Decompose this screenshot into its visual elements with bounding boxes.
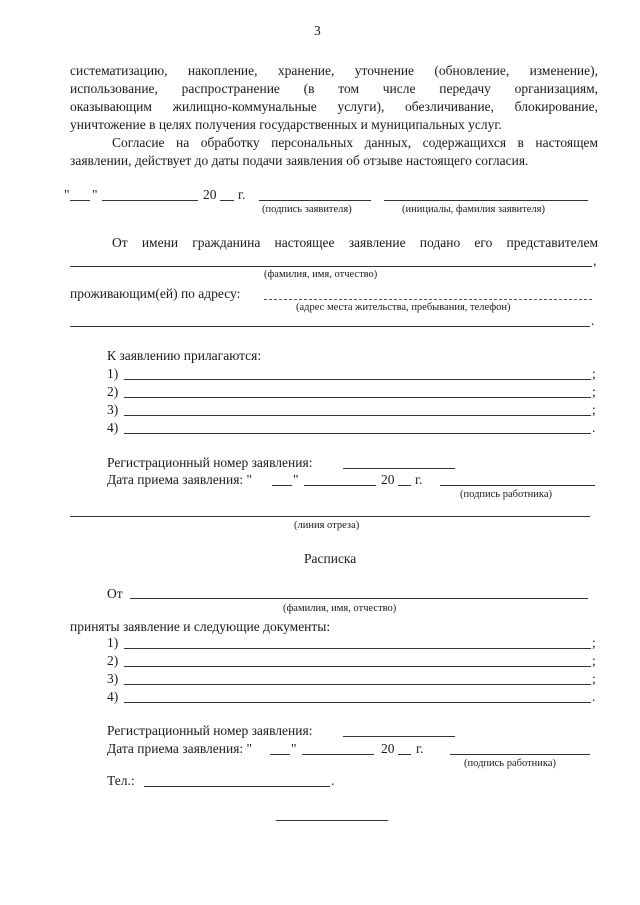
consent-line-3: оказывающим жилищно-коммунальные услуги), обезличивание, блокирование, (70, 99, 598, 114)
receipt-date-label: Дата приема заявления: " (107, 741, 253, 756)
consent-line-2: использование, распространение (в том числе передачу организациям, (70, 81, 598, 96)
receipt-year-suffix: г. (416, 741, 424, 756)
receipt-item-end-1: ; (592, 635, 596, 650)
receipt-item-field-2[interactable] (124, 666, 591, 667)
year-prefix: 20 (203, 187, 217, 202)
receipt-item-end-4: . (592, 689, 596, 704)
year-blank[interactable] (220, 200, 234, 201)
registration-year-suffix: г. (415, 472, 423, 487)
attachments-heading: К заявлению прилагаются: (107, 348, 262, 363)
address-label: проживающим(ей) по адресу: (70, 286, 241, 301)
registration-number-label: Регистрационный номер заявления: (107, 455, 313, 470)
representative-fio-field[interactable] (70, 266, 592, 267)
attachment-item-label-4: 4) (107, 420, 119, 435)
consent-line-1: систематизацию, накопление, хранение, уточнение (обновление, изменение), (70, 63, 598, 78)
attachment-item-label-2: 2) (107, 384, 119, 399)
attachment-item-end-4: . (592, 420, 596, 435)
registration-number-field[interactable] (343, 468, 455, 469)
receipt-item-end-3: ; (592, 671, 596, 686)
receipt-item-field-4[interactable] (124, 702, 591, 703)
closing-separator (276, 820, 388, 821)
representative-comma: , (593, 253, 597, 268)
caption-applicant-signature: (подпись заявителя) (262, 204, 352, 215)
caption-receipt-worker: (подпись работника) (464, 758, 557, 769)
applicant-name-field[interactable] (384, 200, 588, 201)
caption-address: (адрес места жительства, пребывания, телефон) (296, 302, 511, 313)
attachment-item-field-4[interactable] (124, 433, 591, 434)
receipt-day-blank[interactable] (270, 754, 290, 755)
registration-year-prefix: 20 (381, 472, 395, 487)
attachment-item-label-1: 1) (107, 366, 119, 381)
date-month-blank[interactable] (102, 200, 198, 201)
attachment-item-end-2: ; (592, 384, 596, 399)
representative-text: От имени гражданина настоящее заявление подано его представителем (112, 235, 598, 250)
attachment-item-field-3[interactable] (124, 415, 591, 416)
date-day-blank[interactable] (70, 200, 90, 201)
cut-line-caption: (линия отреза) (294, 520, 360, 531)
receipt-from-field[interactable] (130, 598, 588, 599)
attachment-item-end-1: ; (592, 366, 596, 381)
receipt-item-label-2: 2) (107, 653, 119, 668)
applicant-signature-field[interactable] (259, 200, 371, 201)
worker-signature-field[interactable] (440, 485, 595, 486)
date-quote-open: " (64, 187, 70, 202)
address-field[interactable] (264, 299, 592, 300)
receipt-item-field-3[interactable] (124, 684, 591, 685)
caption-worker-signature: (подпись работника) (460, 489, 553, 500)
page-number: 3 (314, 23, 321, 38)
receipt-item-label-4: 4) (107, 689, 119, 704)
address-dot: . (591, 313, 595, 328)
cut-line (70, 516, 590, 517)
receipt-year-prefix: 20 (381, 741, 395, 756)
attachment-item-label-3: 3) (107, 402, 119, 417)
receipt-item-field-1[interactable] (124, 648, 591, 649)
receipt-phone-label: Тел.: (107, 773, 135, 788)
receipt-number-label: Регистрационный номер заявления: (107, 723, 313, 738)
registration-month-blank[interactable] (304, 485, 376, 486)
attachment-item-end-3: ; (592, 402, 596, 417)
date-quote-close: " (92, 187, 98, 202)
year-suffix: г. (238, 187, 246, 202)
attachment-item-field-2[interactable] (124, 397, 591, 398)
receipt-month-blank[interactable] (302, 754, 374, 755)
receipt-date-mid: " (291, 741, 297, 756)
caption-receipt-fio: (фамилия, имя, отчество) (283, 603, 397, 614)
receipt-phone-field[interactable] (144, 786, 330, 787)
receipt-accepted-text: приняты заявление и следующие документы: (70, 619, 331, 634)
attachment-item-field-1[interactable] (124, 379, 591, 380)
consent-line-5: Согласие на обработку персональных данных, содержащихся в настоящем (112, 135, 598, 150)
receipt-worker-signature-field[interactable] (450, 754, 590, 755)
registration-date-label: Дата приема заявления: " (107, 472, 253, 487)
address-field-continuation[interactable] (70, 326, 590, 327)
receipt-year-blank[interactable] (398, 754, 411, 755)
registration-date-mid: " (293, 472, 299, 487)
receipt-number-field[interactable] (343, 736, 455, 737)
caption-applicant-name: (инициалы, фамилия заявителя) (402, 204, 545, 215)
receipt-phone-end: . (331, 773, 335, 788)
receipt-title: Расписка (304, 551, 357, 566)
consent-line-6: заявлении, действует до даты подачи заявления об отзыве настоящего согласия. (70, 153, 529, 168)
consent-line-4: уничтожение в целях получения государственных и муниципальных услуг. (70, 117, 502, 132)
receipt-from-label: От (107, 586, 123, 601)
receipt-item-label-1: 1) (107, 635, 119, 650)
caption-representative-fio: (фамилия, имя, отчество) (264, 269, 378, 280)
receipt-item-end-2: ; (592, 653, 596, 668)
registration-day-blank[interactable] (272, 485, 292, 486)
registration-year-blank[interactable] (398, 485, 411, 486)
receipt-item-label-3: 3) (107, 671, 119, 686)
